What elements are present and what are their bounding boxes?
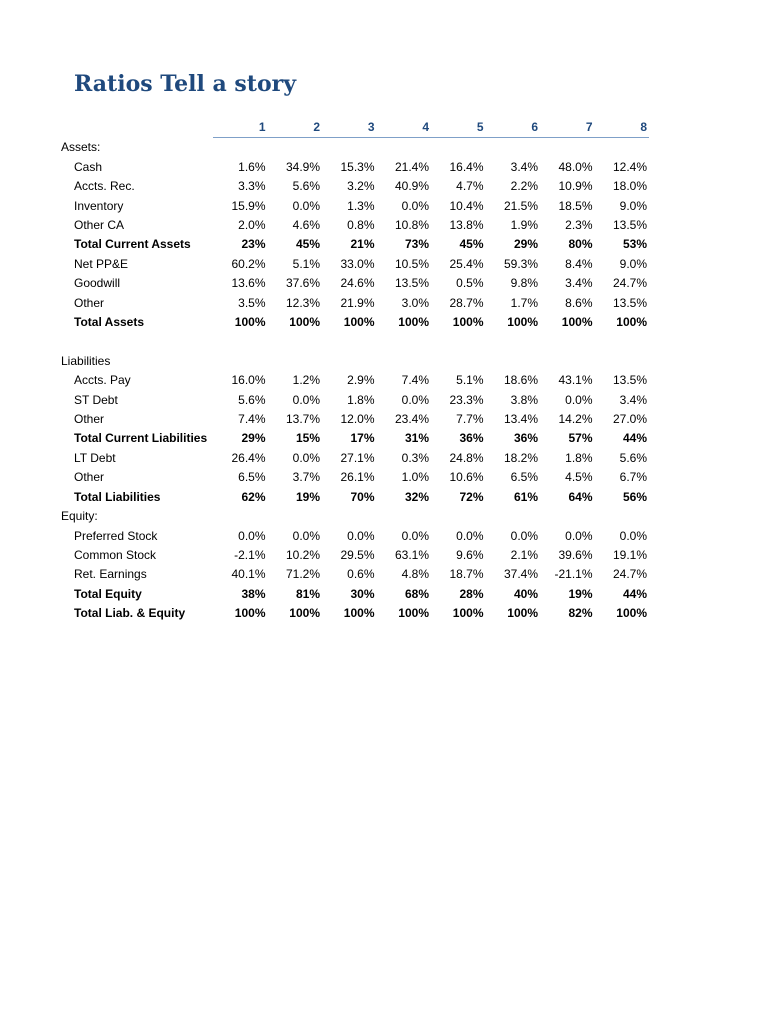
value-cell: 82% [568, 606, 593, 621]
value-cell: 71.2% [285, 567, 320, 582]
value-cell [322, 138, 377, 158]
value-cell: 21.9% [340, 295, 375, 310]
section-header-row [61, 138, 649, 158]
value-cell: 30% [350, 586, 375, 601]
value-cell: 23.4% [394, 412, 429, 427]
value-cell: 0.0% [510, 528, 538, 543]
table-row [61, 158, 649, 177]
row-label: Total Equity [74, 586, 142, 601]
value-cell: 18.6% [503, 373, 538, 388]
value-cell: 6.5% [238, 470, 266, 485]
value-cell: 13.5% [612, 218, 647, 233]
header-row [61, 118, 649, 138]
value-cell [540, 138, 595, 158]
value-cell: 73% [404, 237, 429, 252]
value-cell: 0.0% [565, 392, 593, 407]
table-row [61, 546, 649, 565]
value-cell [213, 138, 268, 158]
value-cell: 10.8% [394, 218, 429, 233]
value-cell: 0.0% [619, 528, 647, 543]
value-cell: 0.6% [347, 567, 375, 582]
value-cell: 13.6% [231, 276, 266, 291]
value-cell: 9.0% [619, 256, 647, 271]
value-cell: 23.3% [449, 392, 484, 407]
value-cell [268, 507, 323, 526]
value-cell: 18.5% [558, 198, 593, 213]
value-cell: 10.4% [449, 198, 484, 213]
value-cell: 13.4% [503, 412, 538, 427]
row-label: Cash [74, 159, 103, 174]
value-cell: 21.5% [503, 198, 538, 213]
value-cell: 0.0% [565, 528, 593, 543]
value-cell [540, 332, 595, 351]
value-cell: 81% [295, 586, 320, 601]
value-cell [213, 352, 268, 371]
value-cell: 100% [234, 606, 266, 621]
value-cell: 0.3% [401, 450, 429, 465]
table-row [61, 565, 649, 584]
value-cell: -2.1% [234, 547, 266, 562]
row-label: Other [74, 295, 105, 310]
row-label: Liabilities [61, 353, 111, 368]
value-cell: 24.8% [449, 450, 484, 465]
value-cell [595, 332, 650, 351]
value-cell: 26.1% [340, 470, 375, 485]
value-cell: 45% [295, 237, 320, 252]
value-cell: 23% [241, 237, 266, 252]
row-label: Other [74, 412, 105, 427]
value-cell: 24.7% [612, 567, 647, 582]
value-cell: 25.4% [449, 256, 484, 271]
value-cell [377, 352, 432, 371]
total-row [61, 585, 649, 604]
value-cell: 80% [568, 237, 593, 252]
value-cell: 0.0% [456, 528, 484, 543]
value-cell: 24.7% [612, 276, 647, 291]
value-cell: 15.3% [340, 159, 375, 174]
value-cell: 1.8% [347, 392, 375, 407]
value-cell: 29% [513, 237, 538, 252]
value-cell [322, 332, 377, 351]
value-cell: 100% [398, 606, 429, 621]
value-cell: 5.6% [238, 392, 266, 407]
value-cell: 0.8% [347, 218, 375, 233]
value-cell: 10.6% [449, 470, 484, 485]
value-cell: 28% [459, 586, 484, 601]
value-cell: 100% [452, 606, 484, 621]
value-cell: 100% [507, 606, 538, 621]
total-row [61, 604, 649, 623]
column-header: 5 [431, 118, 486, 138]
table-row [61, 449, 649, 468]
value-cell [486, 332, 541, 351]
page-title: Ratios Tell a story [74, 71, 297, 97]
value-cell: 100% [452, 315, 484, 330]
value-cell [431, 352, 486, 371]
table-row [61, 197, 649, 216]
value-cell: 3.2% [347, 179, 375, 194]
row-label [61, 332, 213, 351]
value-cell [431, 138, 486, 158]
value-cell: 16.0% [231, 373, 266, 388]
value-cell: 100% [616, 315, 647, 330]
value-cell: 2.1% [510, 547, 538, 562]
value-cell: 12.4% [612, 159, 647, 174]
row-label: Total Liabilities [74, 489, 161, 504]
value-cell: 18.0% [612, 179, 647, 194]
value-cell: 21.4% [394, 159, 429, 174]
total-row [61, 313, 649, 332]
column-header: 1 [213, 118, 268, 138]
value-cell: 36% [459, 431, 484, 446]
value-cell: 18.7% [449, 567, 484, 582]
row-label: Accts. Rec. [74, 179, 135, 194]
table-row [61, 527, 649, 546]
value-cell: 5.6% [292, 179, 320, 194]
table-row [61, 371, 649, 390]
row-label: Equity: [61, 509, 98, 524]
value-cell: 100% [343, 315, 375, 330]
row-label: Total Current Assets [74, 237, 191, 252]
table-row [61, 216, 649, 235]
value-cell: 64% [568, 489, 593, 504]
table-row [61, 274, 649, 293]
table-row [61, 410, 649, 429]
value-cell: 2.2% [510, 179, 538, 194]
table-row [61, 294, 649, 313]
value-cell [377, 138, 432, 158]
value-cell: 9.0% [619, 198, 647, 213]
row-label: Ret. Earnings [74, 567, 147, 582]
value-cell: 7.7% [456, 412, 484, 427]
value-cell: 29.5% [340, 547, 375, 562]
row-label: Total Current Liabilities [74, 431, 208, 446]
value-cell: 24.6% [340, 276, 375, 291]
value-cell: 68% [404, 586, 429, 601]
table-row [61, 468, 649, 487]
row-label: Accts. Pay [74, 373, 131, 388]
value-cell: 7.4% [401, 373, 429, 388]
value-cell: 0.0% [238, 528, 266, 543]
value-cell: 100% [507, 315, 538, 330]
value-cell: 12.3% [285, 295, 320, 310]
value-cell [486, 138, 541, 158]
value-cell: 0.0% [347, 528, 375, 543]
value-cell: 72% [459, 489, 484, 504]
value-cell: 3.8% [510, 392, 538, 407]
value-cell: 9.6% [456, 547, 484, 562]
row-label: Other CA [74, 218, 125, 233]
value-cell [486, 507, 541, 526]
value-cell: 2.3% [565, 218, 593, 233]
value-cell: 100% [561, 315, 593, 330]
column-header: 2 [268, 118, 323, 138]
value-cell: 15.9% [231, 198, 266, 213]
value-cell: 38% [241, 586, 266, 601]
value-cell: 70% [350, 489, 375, 504]
value-cell: 59.3% [503, 256, 538, 271]
value-cell [322, 352, 377, 371]
value-cell: 18.2% [503, 450, 538, 465]
value-cell: 57% [568, 431, 593, 446]
value-cell: 4.7% [456, 179, 484, 194]
value-cell: 3.4% [565, 276, 593, 291]
value-cell: 0.0% [401, 198, 429, 213]
value-cell [268, 332, 323, 351]
value-cell: 19% [568, 586, 593, 601]
value-cell: 9.8% [510, 276, 538, 291]
value-cell [595, 507, 650, 526]
value-cell: 19.1% [612, 547, 647, 562]
value-cell: 13.5% [394, 276, 429, 291]
value-cell [540, 352, 595, 371]
value-cell: 4.6% [292, 218, 320, 233]
value-cell: 8.4% [565, 256, 593, 271]
value-cell: 37.4% [503, 567, 538, 582]
row-label: Inventory [74, 198, 124, 213]
value-cell: 10.9% [558, 179, 593, 194]
value-cell: 8.6% [565, 295, 593, 310]
value-cell: 29% [241, 431, 266, 446]
value-cell: 100% [289, 315, 320, 330]
row-label: Net PP&E [74, 256, 129, 271]
table-row [61, 391, 649, 410]
value-cell: 0.0% [292, 450, 320, 465]
row-label: Assets: [61, 140, 101, 155]
value-cell [322, 507, 377, 526]
value-cell: 100% [343, 606, 375, 621]
value-cell: 5.6% [619, 450, 647, 465]
value-cell: 13.7% [285, 412, 320, 427]
value-cell [595, 352, 650, 371]
value-cell: 0.0% [401, 392, 429, 407]
value-cell: 3.0% [401, 295, 429, 310]
value-cell: 19% [295, 489, 320, 504]
total-row [61, 429, 649, 448]
value-cell: 16.4% [449, 159, 484, 174]
value-cell: 63.1% [394, 547, 429, 562]
table-row [61, 255, 649, 274]
value-cell: 10.2% [285, 547, 320, 562]
value-cell: 0.0% [292, 528, 320, 543]
value-cell: 40.9% [394, 179, 429, 194]
total-row [61, 488, 649, 507]
row-label: LT Debt [74, 450, 116, 465]
column-header: 8 [595, 118, 650, 138]
value-cell: 21% [350, 237, 375, 252]
value-cell: 36% [513, 431, 538, 446]
value-cell: 1.6% [238, 159, 266, 174]
value-cell: 3.4% [619, 392, 647, 407]
value-cell: 1.2% [292, 373, 320, 388]
value-cell [431, 332, 486, 351]
value-cell: 53% [622, 237, 647, 252]
row-label: Total Liab. & Equity [74, 606, 186, 621]
value-cell: 5.1% [292, 256, 320, 271]
value-cell: 0.0% [292, 198, 320, 213]
value-cell: 61% [513, 489, 538, 504]
value-cell: 13.5% [612, 295, 647, 310]
value-cell [486, 352, 541, 371]
row-label: Total Assets [74, 315, 145, 330]
header-label-cell [61, 118, 213, 138]
value-cell [377, 507, 432, 526]
value-cell: 39.6% [558, 547, 593, 562]
value-cell: 13.5% [612, 373, 647, 388]
value-cell: 28.7% [449, 295, 484, 310]
value-cell: 45% [459, 237, 484, 252]
value-cell: -21.1% [554, 567, 593, 582]
value-cell: 56% [622, 489, 647, 504]
value-cell [431, 507, 486, 526]
value-cell [268, 138, 323, 158]
value-cell: 13.8% [449, 218, 484, 233]
value-cell: 44% [622, 586, 647, 601]
value-cell: 27.1% [340, 450, 375, 465]
value-cell: 17% [350, 431, 375, 446]
value-cell: 100% [289, 606, 320, 621]
row-label: ST Debt [74, 392, 118, 407]
value-cell: 43.1% [558, 373, 593, 388]
value-cell: 40% [513, 586, 538, 601]
value-cell: 33.0% [340, 256, 375, 271]
column-header: 7 [540, 118, 595, 138]
value-cell: 1.3% [347, 198, 375, 213]
value-cell: 3.7% [292, 470, 320, 485]
table-body [61, 138, 649, 624]
value-cell [213, 507, 268, 526]
column-header: 3 [322, 118, 377, 138]
table-row [61, 177, 649, 196]
column-header: 4 [377, 118, 432, 138]
value-cell: 62% [241, 489, 266, 504]
value-cell: 37.6% [285, 276, 320, 291]
value-cell: 10.5% [394, 256, 429, 271]
value-cell: 3.5% [238, 295, 266, 310]
value-cell: 1.8% [565, 450, 593, 465]
value-cell: 27.0% [612, 412, 647, 427]
value-cell: 5.1% [456, 373, 484, 388]
value-cell: 0.0% [401, 528, 429, 543]
section-header-row [61, 352, 649, 371]
row-label: Goodwill [74, 276, 121, 291]
value-cell: 100% [398, 315, 429, 330]
value-cell [595, 138, 650, 158]
section-header-row [61, 507, 649, 526]
total-row [61, 235, 649, 254]
value-cell: 0.5% [456, 276, 484, 291]
value-cell [377, 332, 432, 351]
value-cell: 3.3% [238, 179, 266, 194]
value-cell: 100% [234, 315, 266, 330]
row-label: Other [74, 470, 105, 485]
value-cell: 4.5% [565, 470, 593, 485]
value-cell: 15% [295, 431, 320, 446]
value-cell: 26.4% [231, 450, 266, 465]
value-cell: 12.0% [340, 412, 375, 427]
value-cell: 100% [616, 606, 647, 621]
value-cell: 2.0% [238, 218, 266, 233]
value-cell: 0.0% [292, 392, 320, 407]
value-cell: 44% [622, 431, 647, 446]
value-cell: 48.0% [558, 159, 593, 174]
spacer-row [61, 332, 649, 351]
value-cell: 6.7% [619, 470, 647, 485]
column-header: 6 [486, 118, 541, 138]
value-cell: 1.9% [510, 218, 538, 233]
value-cell: 31% [404, 431, 429, 446]
value-cell [213, 332, 268, 351]
value-cell: 3.4% [510, 159, 538, 174]
value-cell: 1.7% [510, 295, 538, 310]
row-label: Common Stock [74, 547, 157, 562]
value-cell: 1.0% [401, 470, 429, 485]
row-label: Preferred Stock [74, 528, 158, 543]
value-cell: 34.9% [285, 159, 320, 174]
value-cell [268, 352, 323, 371]
value-cell: 60.2% [231, 256, 266, 271]
value-cell: 4.8% [401, 567, 429, 582]
value-cell: 7.4% [238, 412, 266, 427]
value-cell: 6.5% [510, 470, 538, 485]
value-cell: 40.1% [231, 567, 266, 582]
ratios-table [61, 118, 649, 624]
value-cell: 32% [404, 489, 429, 504]
value-cell: 2.9% [347, 373, 375, 388]
value-cell [540, 507, 595, 526]
value-cell: 14.2% [558, 412, 593, 427]
